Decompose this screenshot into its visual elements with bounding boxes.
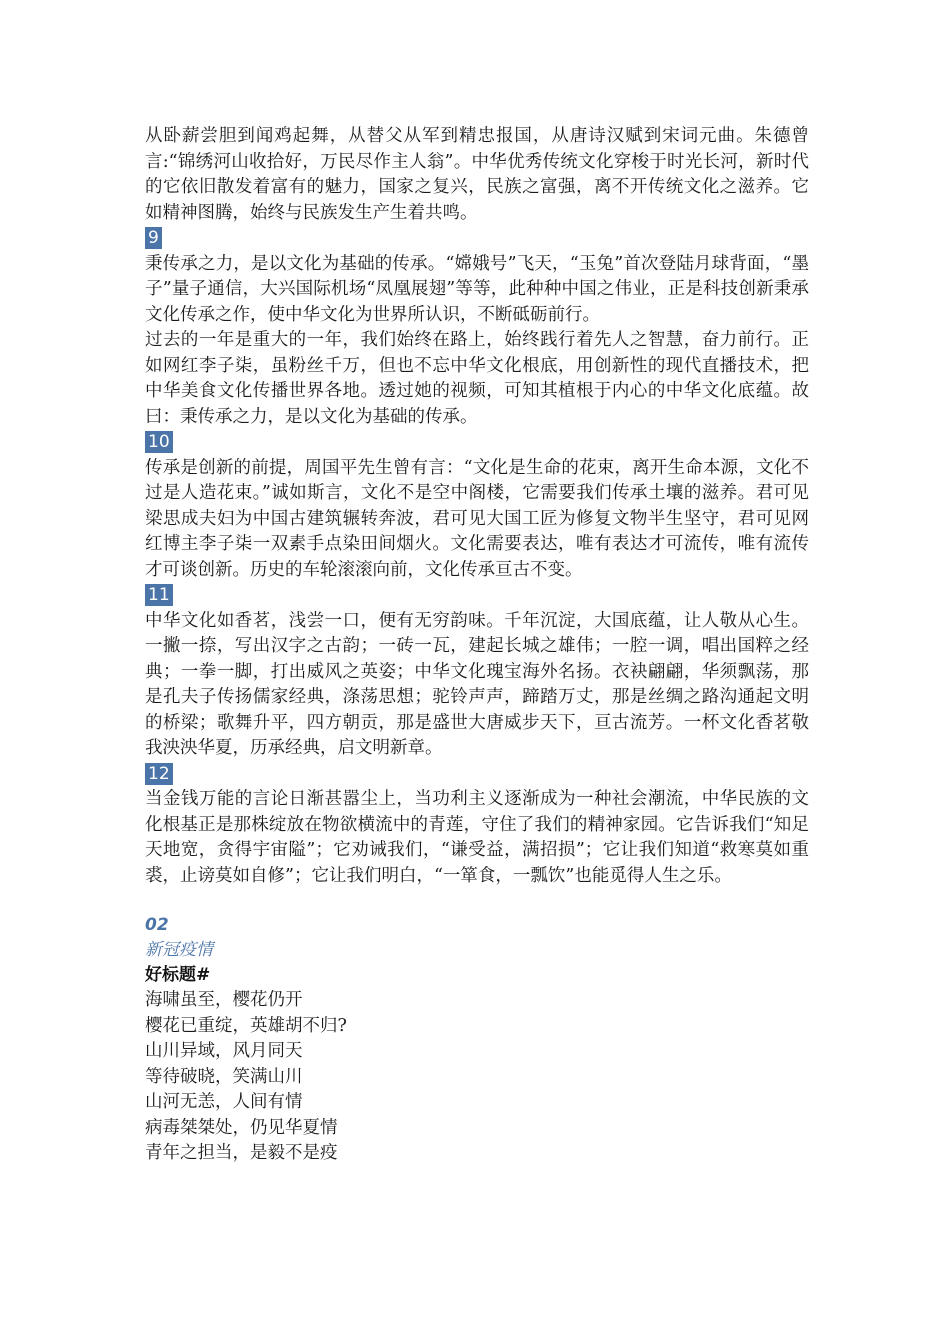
title-list-item: 青年之担当，是毅不是疫 bbox=[145, 1143, 338, 1163]
title-list-item: 病毒桀桀处，仍见华夏情 bbox=[145, 1117, 338, 1138]
title-list-item: 等待破晓，笑满山川 bbox=[145, 1066, 303, 1087]
item-paragraph: 秉传承之力，是以文化为基础的传承。“嫦娥号”飞天，“玉兔”首次登陆月球背面，“墨子”量子通信，大兴国际机场“凤凰展翅”等等，此种种中国之伟业，正是科技创新秉承文化传承之作，使中华文化为世界所认识，不断砥砺前行。 bbox=[145, 253, 809, 325]
title-list-item: 山川异域，风月同天 bbox=[145, 1041, 303, 1061]
title-list-item: 山河无恙，人间有情 bbox=[145, 1092, 303, 1112]
item-number-badge: 11 bbox=[145, 584, 173, 606]
item-paragraph: 过去的一年是重大的一年，我们始终在路上，始终践行着先人之智慧，奋力前行。正如网红李子柒，虽粉丝千万，但也不忘中华文化根底，用创新性的现代直播技术，把中华美食文化传播世界各地。透过她的视频，可知其植根于内心的中华文化底蕴。故曰：秉传承之力，是以文化为基础的传承。 bbox=[145, 330, 809, 427]
title-list-item: 樱花已重绽，英雄胡不归? bbox=[145, 1015, 347, 1036]
intro-paragraph: 从卧薪尝胆到闻鸡起舞，从替父从军到精忠报国，从唐诗汉赋到宋词元曲。朱德曾言:“锦绣河山收拾好，万民尽作主人翁”。中华优秀传统文化穿梭于时光长河，新时代的它依旧散发着富有的魅力，国家之复兴，民族之富强，离不开传统文化之滋养。它如精神图腾，始终与民族发生产生着共鸣。 bbox=[145, 126, 809, 223]
essay-item-11 bbox=[145, 583, 809, 762]
item-number-badge: 12 bbox=[145, 763, 173, 785]
section-title: 新冠疫情 bbox=[145, 940, 213, 960]
section-02 bbox=[145, 913, 809, 1167]
subsection-heading: 好标题# bbox=[145, 965, 211, 985]
item-number-badge: 10 bbox=[145, 431, 173, 453]
section-number: 02 bbox=[145, 915, 169, 935]
essay-item-9 bbox=[145, 226, 809, 430]
document-page bbox=[145, 124, 809, 1167]
item-number-badge: 9 bbox=[145, 227, 162, 249]
essay-item-10 bbox=[145, 430, 809, 583]
item-paragraph: 当金钱万能的言论日渐甚嚣尘上，当功利主义逐渐成为一种社会潮流，中华民族的文化根基正是那株绽放在物欲横流中的青莲，守住了我们的精神家园。它告诉我们“知足天地宽，贪得宇宙隘”；它劝诫我们，“谦受益，满招损”；它让我们知道“救寒莫如重裘，止谤莫如自修”；它让我们明白，“一箪食，一瓢饮”也能觅得人生之乐。 bbox=[145, 789, 809, 886]
item-paragraph: 中华文化如香茗，浅尝一口，便有无穷韵味。千年沉淀，大国底蕴，让人敬从心生。一撇一捺，写出汉字之古韵；一砖一瓦，建起长城之雄伟；一腔一调，唱出国粹之经典；一拳一脚，打出威风之英姿；中华文化瑰宝海外名扬。衣袂翩翩，华须飘荡，那是孔夫子传扬儒家经典，涤荡思想；驼铃声声，蹄踏万丈，那是丝绸之路沟通起文明的桥梁；歌舞升平，四方朝贡，那是盛世大唐威步天下，亘古流芳。一杯文化香茗敬我泱泱华夏，历承经典，启文明新章。 bbox=[145, 610, 809, 758]
item-paragraph: 传承是创新的前提，周国平先生曾有言：“文化是生命的花束，离开生命本源，文化不过是人造花束。”诚如斯言，文化不是空中阁楼，它需要我们传承土壤的滋养。君可见梁思成夫妇为中国古建筑辗转奔波，君可见大国工匠为修复文物半生坚守，君可见网红博主李子柒一双素手点染田间烟火。文化需要表达，唯有表达才可流传，唯有流传才可谈创新。历史的车轮滚滚向前，文化传承亘古不变。 bbox=[145, 457, 809, 580]
title-list bbox=[145, 988, 809, 1167]
essay-item-12 bbox=[145, 762, 809, 890]
title-list-item: 海啸虽至，樱花仍开 bbox=[145, 990, 303, 1010]
